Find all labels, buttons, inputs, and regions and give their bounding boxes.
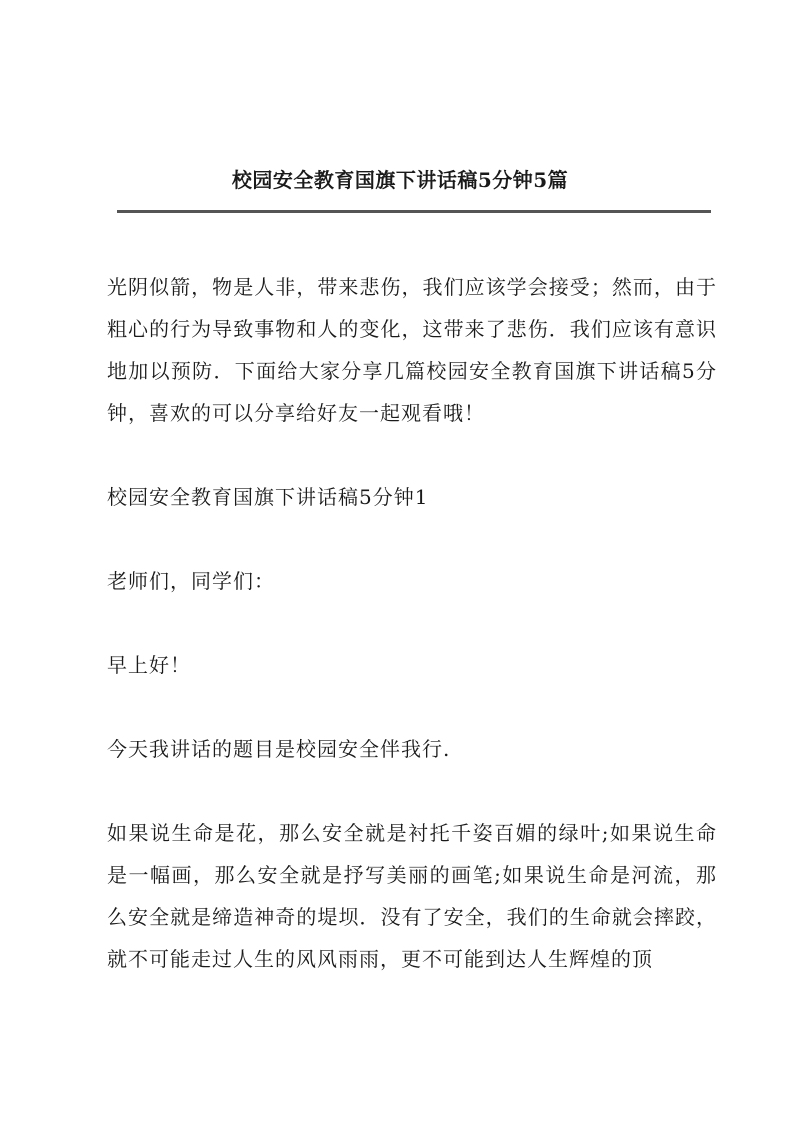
document-title: 校园安全教育国旗下讲话稿5分钟5篇 xyxy=(231,168,569,192)
salutation: 老师们，同学们： xyxy=(107,569,275,593)
body-paragraph: 如果说生命是花，那么安全就是衬托千姿百媚的绿叶;如果说生命是一幅画，那么安全就是抒写美丽的画笔;如果说生命是河流，那么安全就是缔造神奇的堤坝．没有了安全，我们的生命就会摔跤，就不可能走过人生的风风雨雨，更不可能到达人生辉煌的顶 xyxy=(107,821,717,971)
document-body xyxy=(107,266,717,980)
title-underline xyxy=(117,210,711,213)
greeting: 早上好！ xyxy=(107,653,191,677)
topic-sentence: 今天我讲话的题目是校园安全伴我行. xyxy=(107,737,451,761)
intro-paragraph: 光阴似箭，物是人非，带来悲伤，我们应该学会接受；然而，由于粗心的行为导致事物和人的变化，这带来了悲伤．我们应该有意识地加以预防．下面给大家分享几篇校园安全教育国旗下讲话稿5分钟，喜欢的可以分享给好友一起观看哦！ xyxy=(107,275,717,425)
section-heading: 校园安全教育国旗下讲话稿5分钟1 xyxy=(107,485,429,509)
